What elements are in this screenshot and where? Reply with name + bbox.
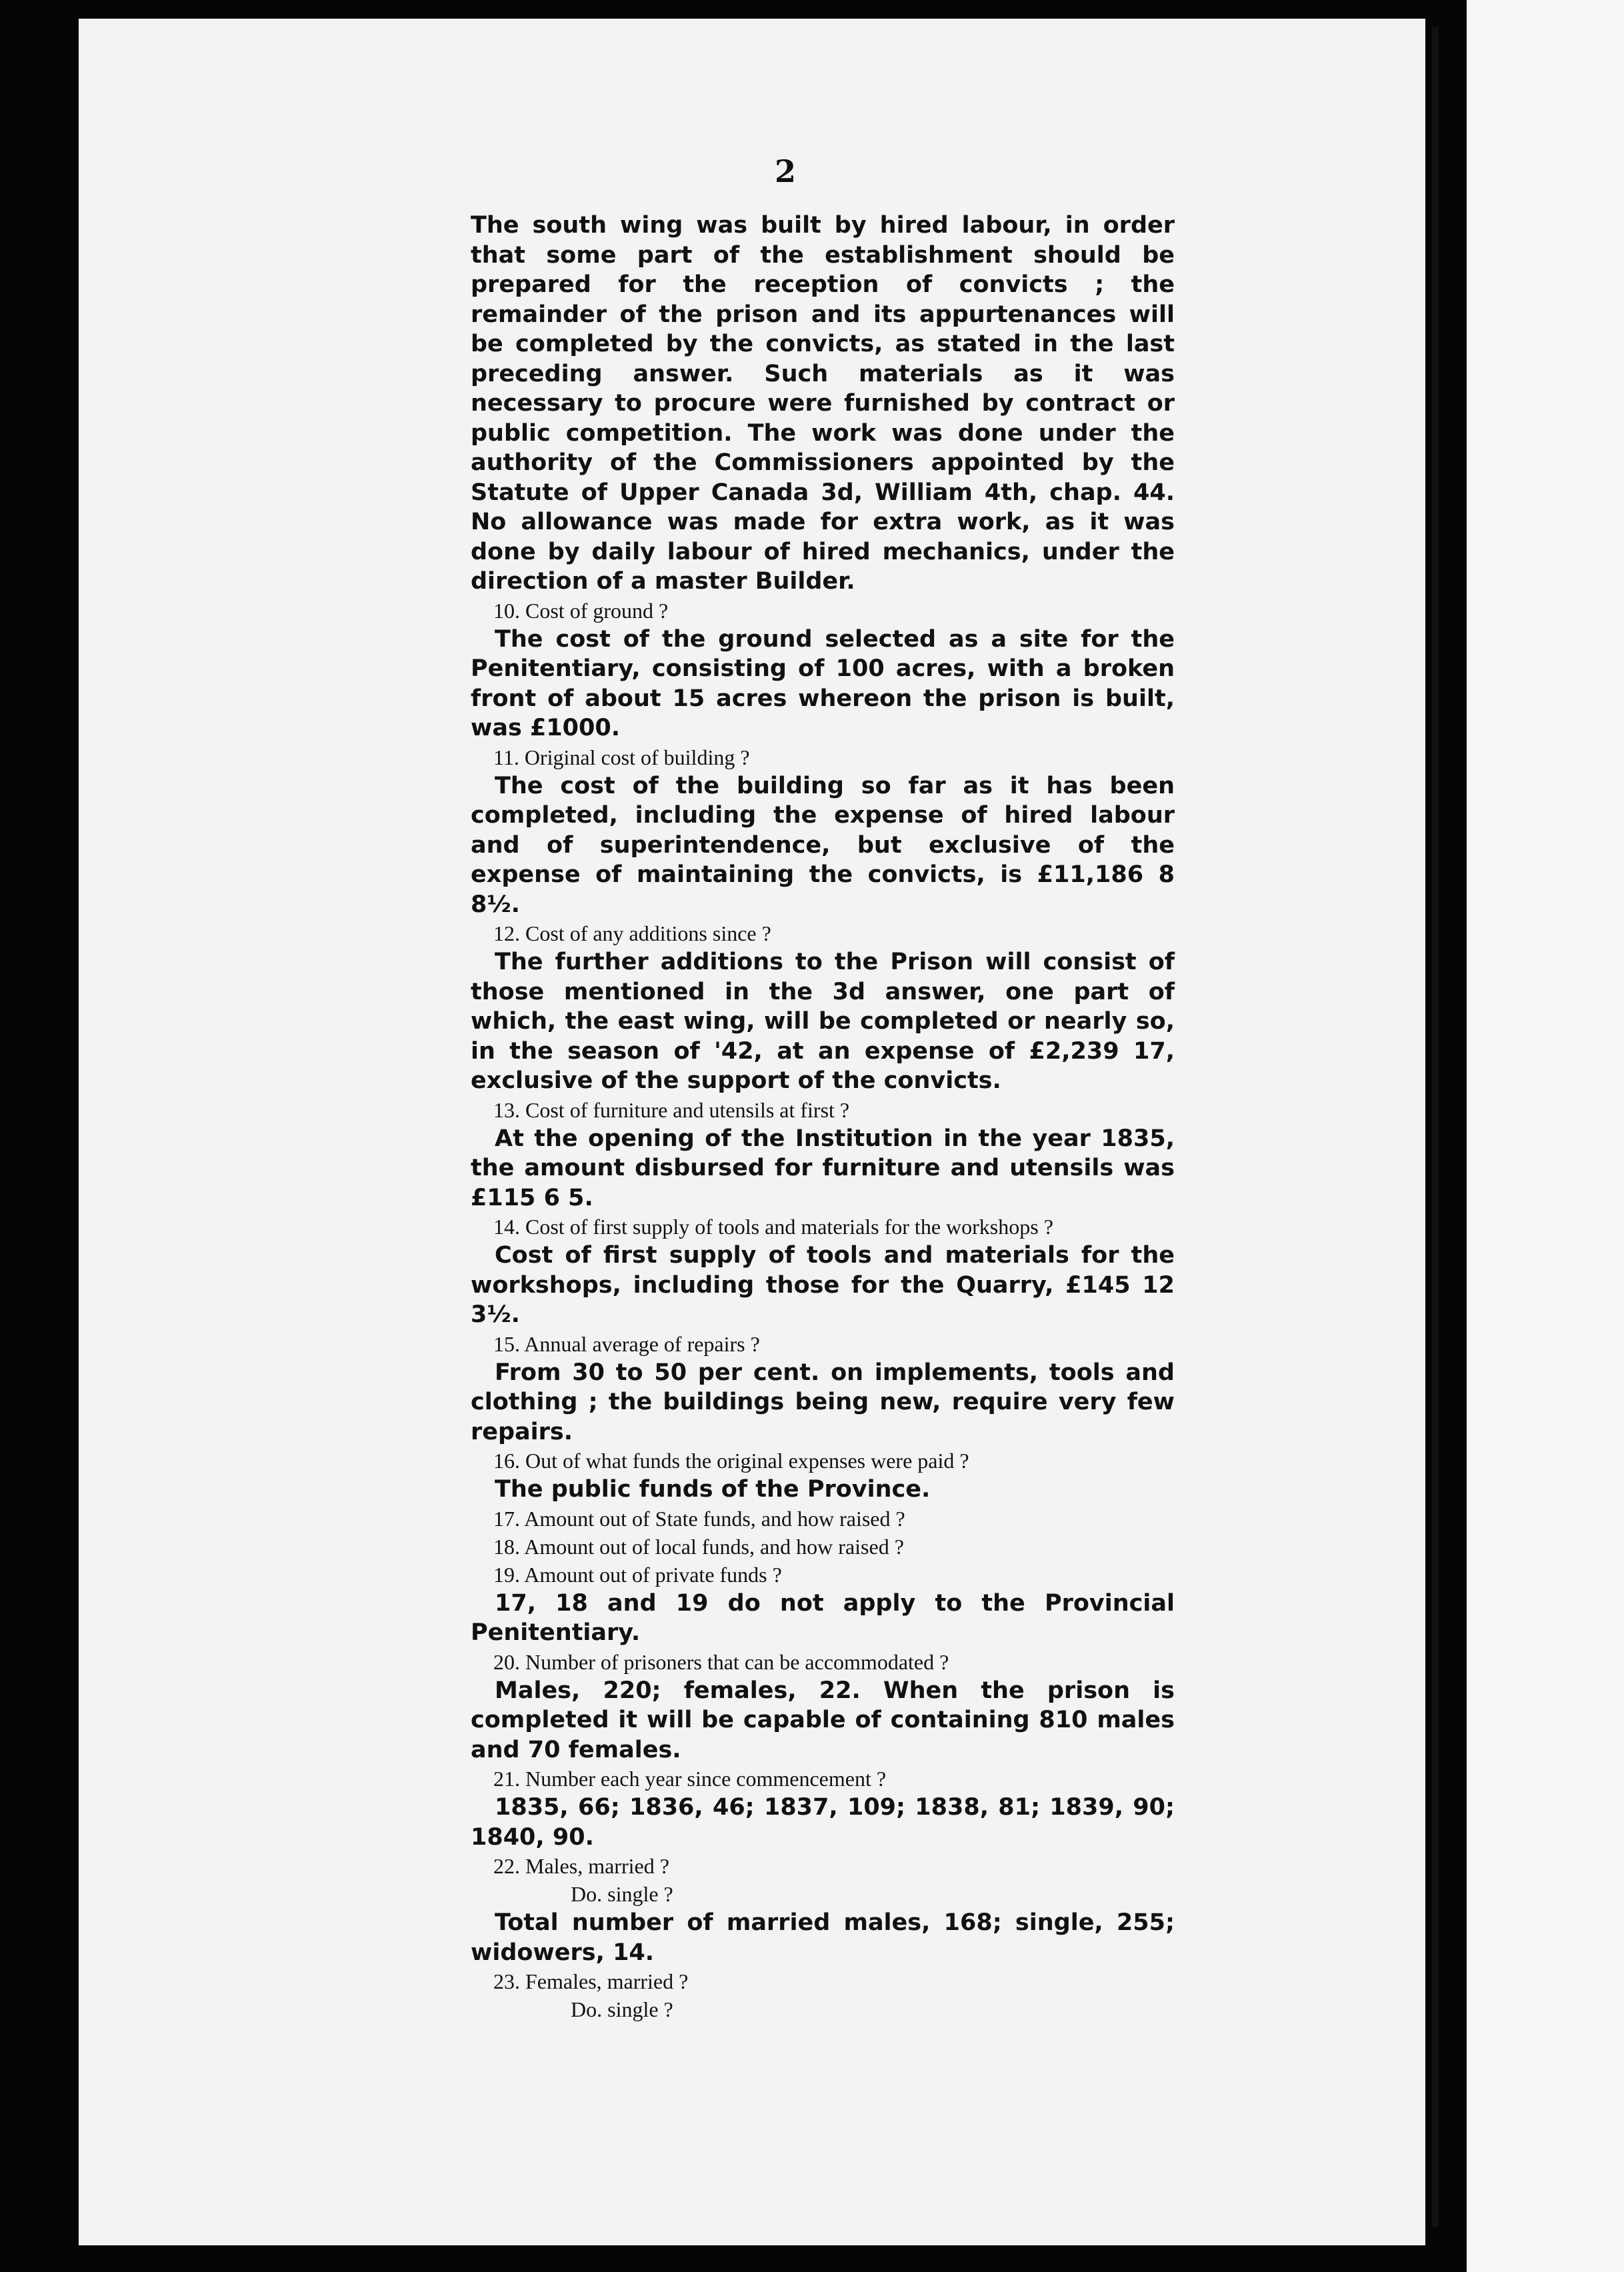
answer-14: Cost of first supply of tools and materials for the workshops, including those for the Quarry, £145 12 3½. <box>471 1242 1175 1328</box>
question-14: 14. Cost of first supply of tools and materials for the workshops ? <box>493 1215 1053 1239</box>
answer-22: Total number of married males, 168; single, 255; widowers, 14. <box>471 1909 1175 1966</box>
question-12: 12. Cost of any additions since ? <box>493 921 771 945</box>
question-23-sub: Do. single ? <box>571 1997 673 2021</box>
answer-12: The further additions to the Prison will consist of those mentioned in the 3d answer, one part of which, the east wing, will be completed or nearly so, in the season of '42, at an expense of £2,239 17, exclusive of the support of the convicts. <box>471 949 1175 1094</box>
question-19: 19. Amount out of private funds ? <box>493 1562 782 1587</box>
question-11: 11. Original cost of building ? <box>493 745 750 769</box>
page-number: 2 <box>775 153 797 189</box>
question-15: 15. Annual average of repairs ? <box>493 1331 760 1356</box>
question-22: 22. Males, married ? <box>493 1854 669 1878</box>
document-body <box>471 211 1175 2023</box>
question-23: 23. Females, married ? <box>493 1969 689 1993</box>
question-21: 21. Number each year since commencement ? <box>493 1767 887 1791</box>
facing-page-edge <box>1467 0 1624 2272</box>
question-20: 20. Number of prisoners that can be accommodated ? <box>493 1649 949 1674</box>
question-17: 17. Amount out of State funds, and how raised ? <box>493 1506 905 1531</box>
question-13: 13. Cost of furniture and utensils at first ? <box>493 1097 850 1122</box>
answer-21: 1835, 66; 1836, 46; 1837, 109; 1838, 81; 1839, 90; 1840, 90. <box>471 1794 1175 1851</box>
answer-13: At the opening of the Institution in the year 1835, the amount disbursed for furniture and utensils was £115 6 5. <box>471 1125 1175 1211</box>
answer-16: The public funds of the Province. <box>495 1476 931 1503</box>
answer-9-continued: The south wing was built by hired labour, in order that some part of the establishment should be prepared for the reception of convicts ; the remainder of the prison and its appurtenances will be completed by the convicts, as stated in the last preceding answer. Such materials as it was necessary to procure were furnished by contract or public competition. The work was done under the authority of the Commissioners appointed by the Statute of Upper Canada 3d, William 4th, chap. 44. No allowance was made for extra work, as it was done by daily labour of hired mechanics, under the direction of a master Builder. <box>471 212 1175 595</box>
answer-17-19: 17, 18 and 19 do not apply to the Provincial Penitentiary. <box>471 1589 1175 1646</box>
question-18: 18. Amount out of local funds, and how raised ? <box>493 1534 904 1559</box>
question-22-sub: Do. single ? <box>571 1882 673 1906</box>
answer-10: The cost of the ground selected as a site for the Penitentiary, consisting of 100 acres, with a broken front of about 15 acres whereon the prison is built, was £1000. <box>471 625 1175 741</box>
answer-11: The cost of the building so far as it has been completed, including the expense of hired labour and of superintendence, but exclusive of the expense of maintaining the convicts, is £11,186 8 8½. <box>471 772 1175 918</box>
question-16: 16. Out of what funds the original expenses were paid ? <box>493 1449 969 1473</box>
binding-fold <box>1432 27 1439 2227</box>
answer-20: Males, 220; females, 22. When the prison is completed it will be capable of containing 810 males and 70 females. <box>471 1677 1175 1763</box>
answer-15: From 30 to 50 per cent. on implements, tools and clothing ; the buildings being new, require very few repairs. <box>471 1359 1175 1445</box>
question-10: 10. Cost of ground ? <box>493 598 669 623</box>
